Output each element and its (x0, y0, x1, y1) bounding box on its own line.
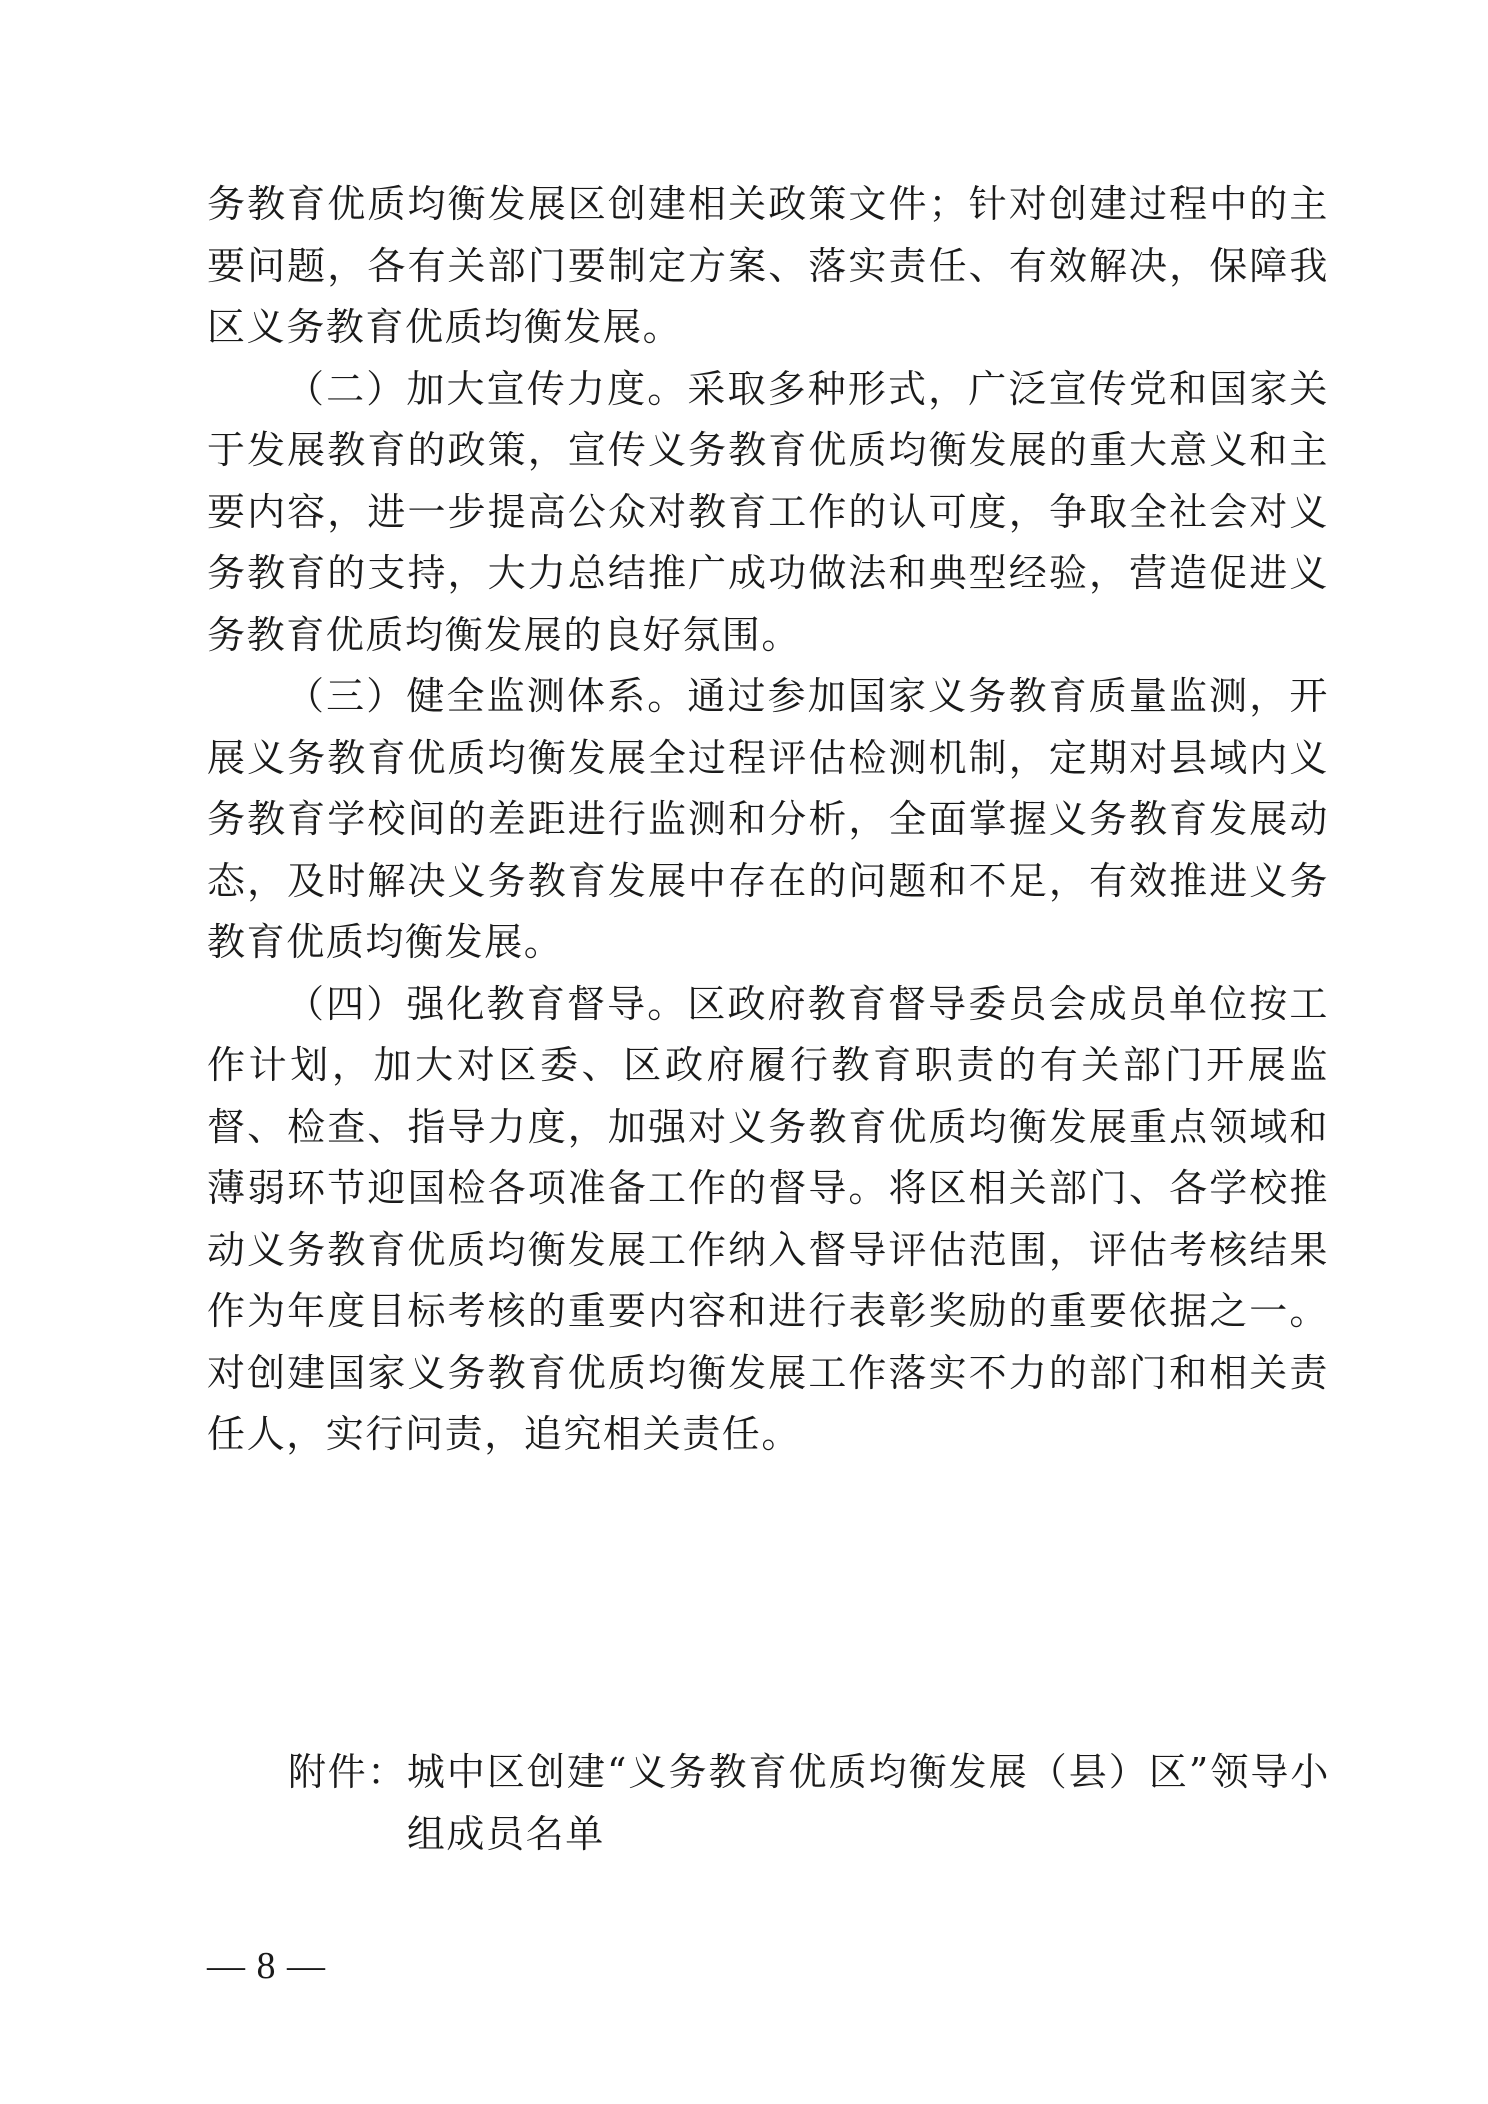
attachment-label: 附件： (288, 1750, 407, 1794)
page-number: — 8 — (207, 1945, 326, 1987)
paragraph-publicity: （二）加大宣传力度。采取多种形式，广泛宣传党和国家关于发展教育的政策，宣传义务教育优质均衡发展的重大意义和主要内容，进一步提高公众对教育工作的认可度，争取全社会对义务教育的支持，大力总结推广成功做法和典型经验，营造促进义务教育优质均衡发展的良好氛围。 (207, 366, 1329, 657)
paragraph-supervision: （四）强化教育督导。区政府教育督导委员会成员单位按工作计划，加大对区委、区政府履行教育职责的有关部门开展监督、检查、指导力度，加强对义务教育优质均衡发展重点领域和薄弱环节迎国检各项准备工作的督导。将区相关部门、各学校推动义务教育优质均衡发展工作纳入督导评估范围，评估考核结果作为年度目标考核的重要内容和进行表彰奖励的重要依据之一。对创建国家义务教育优质均衡发展工作落实不力的部门和相关责任人，实行问责，追究相关责任。 (207, 981, 1329, 1456)
paragraph-continuation: 务教育优质均衡发展区创建相关政策文件；针对创建过程中的主要问题，各有关部门要制定方案、落实责任、有效解决，保障我区义务教育优质均衡发展。 (207, 182, 1329, 349)
paragraph-monitoring: （三）健全监测体系。通过参加国家义务教育质量监测，开展义务教育优质均衡发展全过程评估检测机制，定期对县域内义务教育学校间的差距进行监测和分析，全面掌握义务教育发展动态，及时解决义务教育发展中存在的问题和不足，有效推进义务教育优质均衡发展。 (207, 674, 1329, 964)
attachment-title: 城中区创建“义务教育优质均衡发展（县）区”领导小组成员名单 (406, 1750, 1330, 1856)
attachment-note (288, 1741, 1330, 1865)
body-text (207, 174, 1329, 1466)
